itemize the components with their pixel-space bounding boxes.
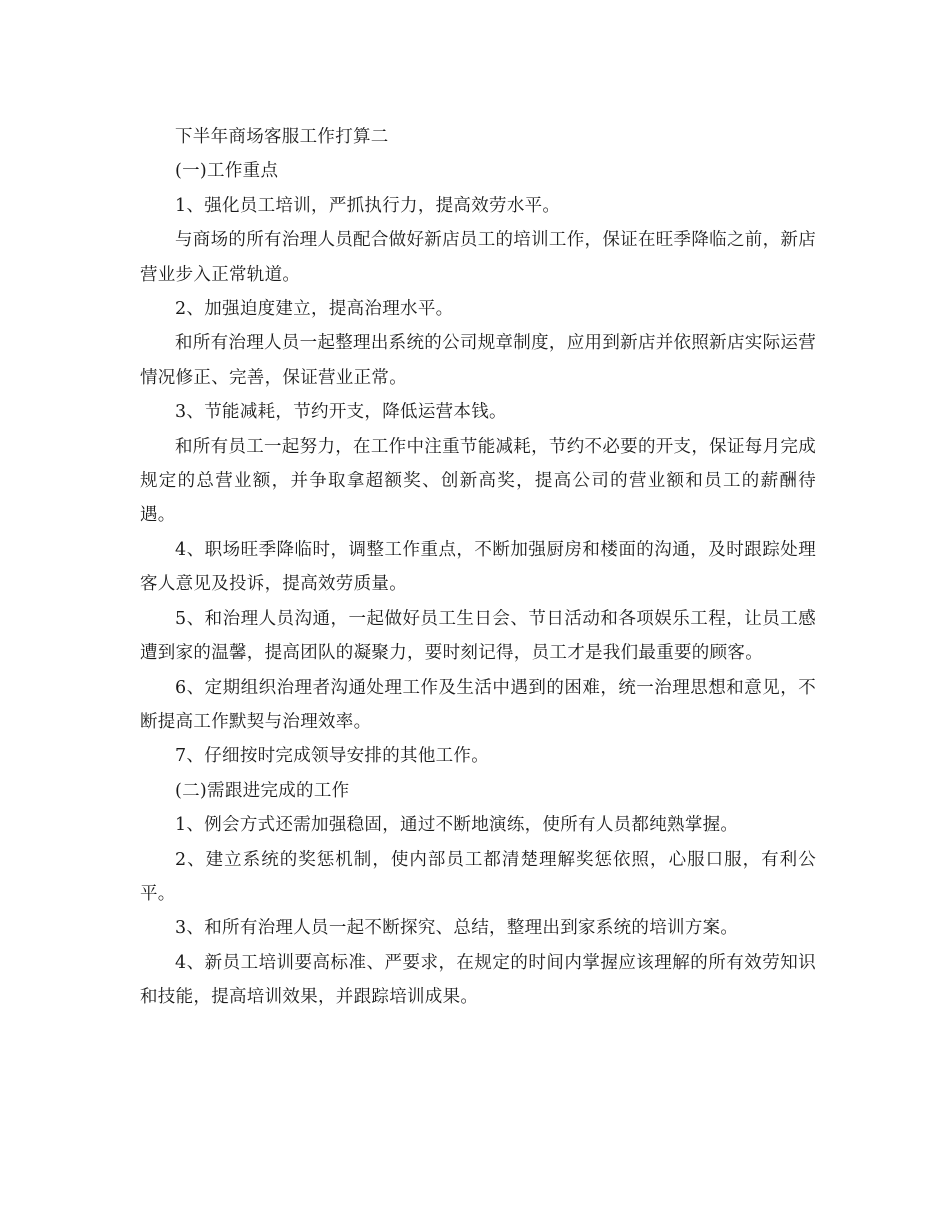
paragraph: 1、例会方式还需加强稳固，通过不断地演练，使所有人员都纯熟掌握。 <box>175 815 739 836</box>
paragraph: 6、定期组织治理者沟通处理工作及生活中遇到的困难，统一治理思想和意见，不断提高工作默契与治理效率。 <box>140 677 816 732</box>
section-heading-1: (一)工作重点 <box>175 161 279 182</box>
paragraph: 4、职场旺季降临时，调整工作重点，不断加强厨房和楼面的沟通，及时跟踪处理客人意见及投诉，提高效劳质量。 <box>140 539 816 595</box>
paragraph: 4、新员工培训要高标准、严要求，在规定的时间内掌握应该理解的所有效劳知识和技能，提高培训效果，并跟踪培训成果。 <box>140 952 816 1008</box>
document-title: 下半年商场客服工作打算二 <box>175 127 389 147</box>
item-heading: 3、节能减耗，节约开支，降低运营本钱。 <box>175 402 507 423</box>
section-heading-2: (二)需跟进完成的工作 <box>175 780 350 801</box>
paragraph: 7、仔细按时完成领导安排的其他工作。 <box>175 746 490 767</box>
item-heading: 2、加强迫度建立，提高治理水平。 <box>175 299 454 320</box>
paragraph: 2、建立系统的奖惩机制，使内部员工都清楚理解奖惩依照，心服口服，有利公平。 <box>140 849 816 904</box>
paragraph: 5、和治理人员沟通，一起做好员工生日会、节日活动和各项娱乐工程，让员工感遭到家的温馨，提高团队的凝聚力，要时刻记得，员工才是我们最重要的顾客。 <box>140 608 816 664</box>
paragraph: 3、和所有治理人员一起不断探究、总结，整理出到家系统的培训方案。 <box>175 918 739 939</box>
paragraph: 和所有员工一起努力，在工作中注重节能减耗，节约不必要的开支，保证每月完成规定的总营业额，并争取拿超额奖、创新高奖，提高公司的营业额和员工的薪酬待遇。 <box>140 436 816 526</box>
paragraph: 与商场的所有治理人员配合做好新店员工的培训工作，保证在旺季降临之前，新店营业步入正常轨道。 <box>140 230 816 285</box>
item-heading: 1、强化员工培训，严抓执行力，提高效劳水平。 <box>175 195 561 216</box>
paragraph: 和所有治理人员一起整理出系统的公司规章制度，应用到新店并依照新店实际运营情况修正、完善，保证营业正常。 <box>140 333 816 388</box>
document-body <box>140 120 816 1015</box>
